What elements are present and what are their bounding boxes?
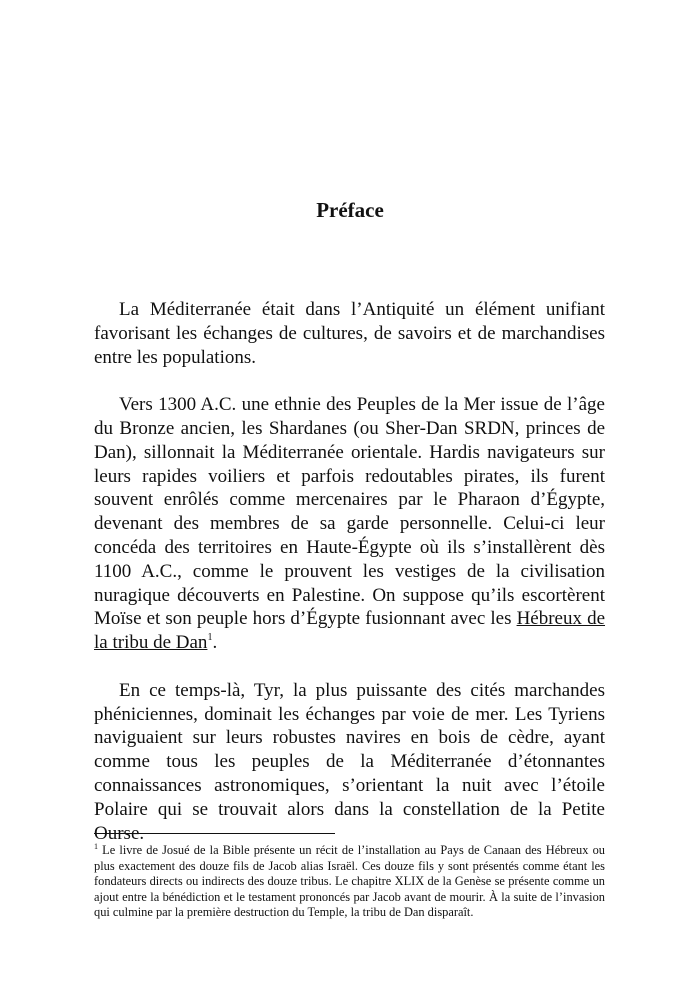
paragraph-3: En ce temps-là, Tyr, la plus puissante des cités marchandes phéniciennes, dominait les échanges par voie de mer. Les Tyriens naviguaient sur leurs robustes navires en bois de cèdre, ayant comme tous les peuples de la Méditerranée d’étonnantes connaissances astronomiques, s’orientant la nuit avec l’étoile Polaire qui se trouvait alors dans la constellation de la Petite Ourse. <box>94 679 605 844</box>
footnote <box>94 843 605 921</box>
footnote-marker: 1 <box>94 842 98 851</box>
page-title: Préface <box>316 198 384 222</box>
hebreux-link[interactable]: Hébreux de la tribu de Dan <box>94 608 606 654</box>
paragraph-2-end: . <box>212 632 218 654</box>
paragraph-2 <box>94 393 605 655</box>
paragraph-1: La Méditerranée était dans l’Antiquité un élément unifiant favorisant les échanges de cultures, de savoirs et de marchandises entre les populations. <box>94 299 605 368</box>
footnote-text: Le livre de Josué de la Bible présente un récit de l’installation au Pays de Canaan des Hébreux ou plus exactement des douze fils de Jacob alias Israël. Ces douze fils y sont présentés comme étant les fondateurs directs ou indirects des douze tribus. Le chapitre XLIX de la Genèse se présente comme un ajout entre la bénédiction et le testament prononcés par Jacob avant de mourir. À la suite de l’invasion qui culmine par la première destruction du Temple, la tribu de Dan disparaît. <box>94 843 605 920</box>
paragraph-2-text: Vers 1300 A.C. une ethnie des Peuples de la Mer issue de l’âge du Bronze ancien, les Shardanes (ou Sher-Dan SRDN, princes de Dan), sillonnait la Méditerranée orientale. Hardis navigateurs sur leurs rapides voiliers et parfois redoutables pirates, ils furent souvent enrôlés comme mercenaires par le Pharaon d’Égypte, devenant des membres de sa garde personnelle. Celui-ci leur concéda des territoires en Haute-Égypte où ils s’installèrent dès 1100 A.C., comme le prouvent les vestiges de la civilisation nuragique découverts en Palestine. On suppose qu’ils escortèrent Moïse et son peuple hors d’Égypte fusionnant avec les <box>94 394 605 630</box>
footnote-reference[interactable]: 1 <box>207 632 213 644</box>
body-text <box>94 298 605 869</box>
footnote-separator <box>94 833 335 834</box>
